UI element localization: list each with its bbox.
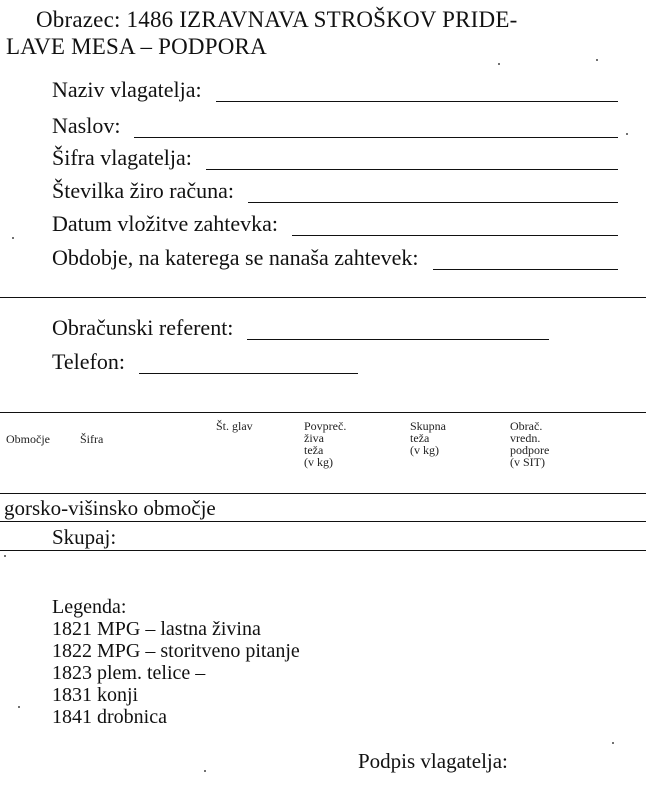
column-header-avg-live-weight: Povpreč. živa teža (v kg)	[304, 419, 347, 469]
scan-speck	[596, 59, 598, 61]
submission-date-field[interactable]	[52, 212, 618, 236]
telephone-field[interactable]	[52, 350, 358, 374]
applicant-name-input-line[interactable]	[216, 83, 618, 102]
giro-account-input-line[interactable]	[248, 184, 618, 203]
table-header-rule	[0, 493, 646, 494]
giro-account-label: Številka žiro računa:	[52, 178, 235, 203]
referent-field[interactable]	[52, 316, 549, 340]
period-label: Obdobje, na katerega se nanaša zahtevek:	[52, 245, 419, 270]
period-field[interactable]	[52, 246, 618, 270]
table-row-rule	[0, 521, 646, 522]
column-header-region: Območje	[6, 432, 50, 446]
giro-account-field[interactable]	[52, 179, 618, 203]
submission-date-input-line[interactable]	[292, 217, 618, 236]
column-header-head-count: Št. glav	[216, 419, 253, 433]
applicant-code-label: Šifra vlagatelja:	[52, 145, 192, 170]
form-title-line-2: LAVE MESA – PODPORA	[6, 34, 267, 59]
legend-item: 1822 MPG – storitveno pitanje	[52, 640, 300, 662]
scan-speck	[498, 63, 500, 65]
applicant-name-field[interactable]	[52, 78, 618, 102]
address-field[interactable]	[52, 114, 618, 138]
legend	[52, 596, 300, 728]
scan-speck	[612, 742, 614, 744]
address-label: Naslov:	[52, 113, 121, 138]
telephone-input-line[interactable]	[139, 355, 358, 374]
legend-item: 1823 plem. telice –	[52, 662, 206, 684]
legend-item: 1841 drobnica	[52, 706, 167, 728]
legend-item: 1821 MPG – lastna živina	[52, 618, 261, 640]
submission-date-label: Datum vložitve zahtevka:	[52, 211, 279, 236]
applicant-code-input-line[interactable]	[206, 151, 618, 170]
telephone-label: Telefon:	[52, 349, 125, 374]
applicant-name-label: Naziv vlagatelja:	[52, 77, 202, 102]
scan-speck	[626, 133, 628, 135]
scan-speck	[18, 706, 20, 708]
scan-speck	[204, 770, 206, 772]
applicant-code-field[interactable]	[52, 146, 618, 170]
scan-speck	[4, 555, 6, 557]
column-header-support-value: Obrač. vredn. podpore (v SIT)	[510, 419, 550, 469]
form-title-line-1: Obrazec: 1486 IZRAVNAVA STROŠKOV PRIDE-	[36, 7, 518, 32]
column-header-total-weight: Skupna teža (v kg)	[410, 419, 446, 457]
column-header-code: Šifra	[80, 432, 104, 446]
period-continuation-line[interactable]	[0, 297, 646, 298]
signature-label: Podpis vlagatelja:	[358, 749, 508, 773]
referent-input-line[interactable]	[247, 321, 549, 340]
address-input-line[interactable]	[134, 119, 618, 138]
referent-label: Obračunski referent:	[52, 315, 234, 340]
scan-speck	[12, 237, 14, 239]
legend-item: 1831 konji	[52, 684, 139, 706]
period-input-line[interactable]	[433, 251, 619, 270]
legend-title: Legenda:	[52, 596, 127, 618]
table-top-rule	[0, 412, 646, 413]
table-row-region: gorsko-višinsko območje	[4, 496, 216, 520]
table-row-total: Skupaj:	[52, 525, 117, 549]
table-bottom-rule	[0, 550, 646, 551]
